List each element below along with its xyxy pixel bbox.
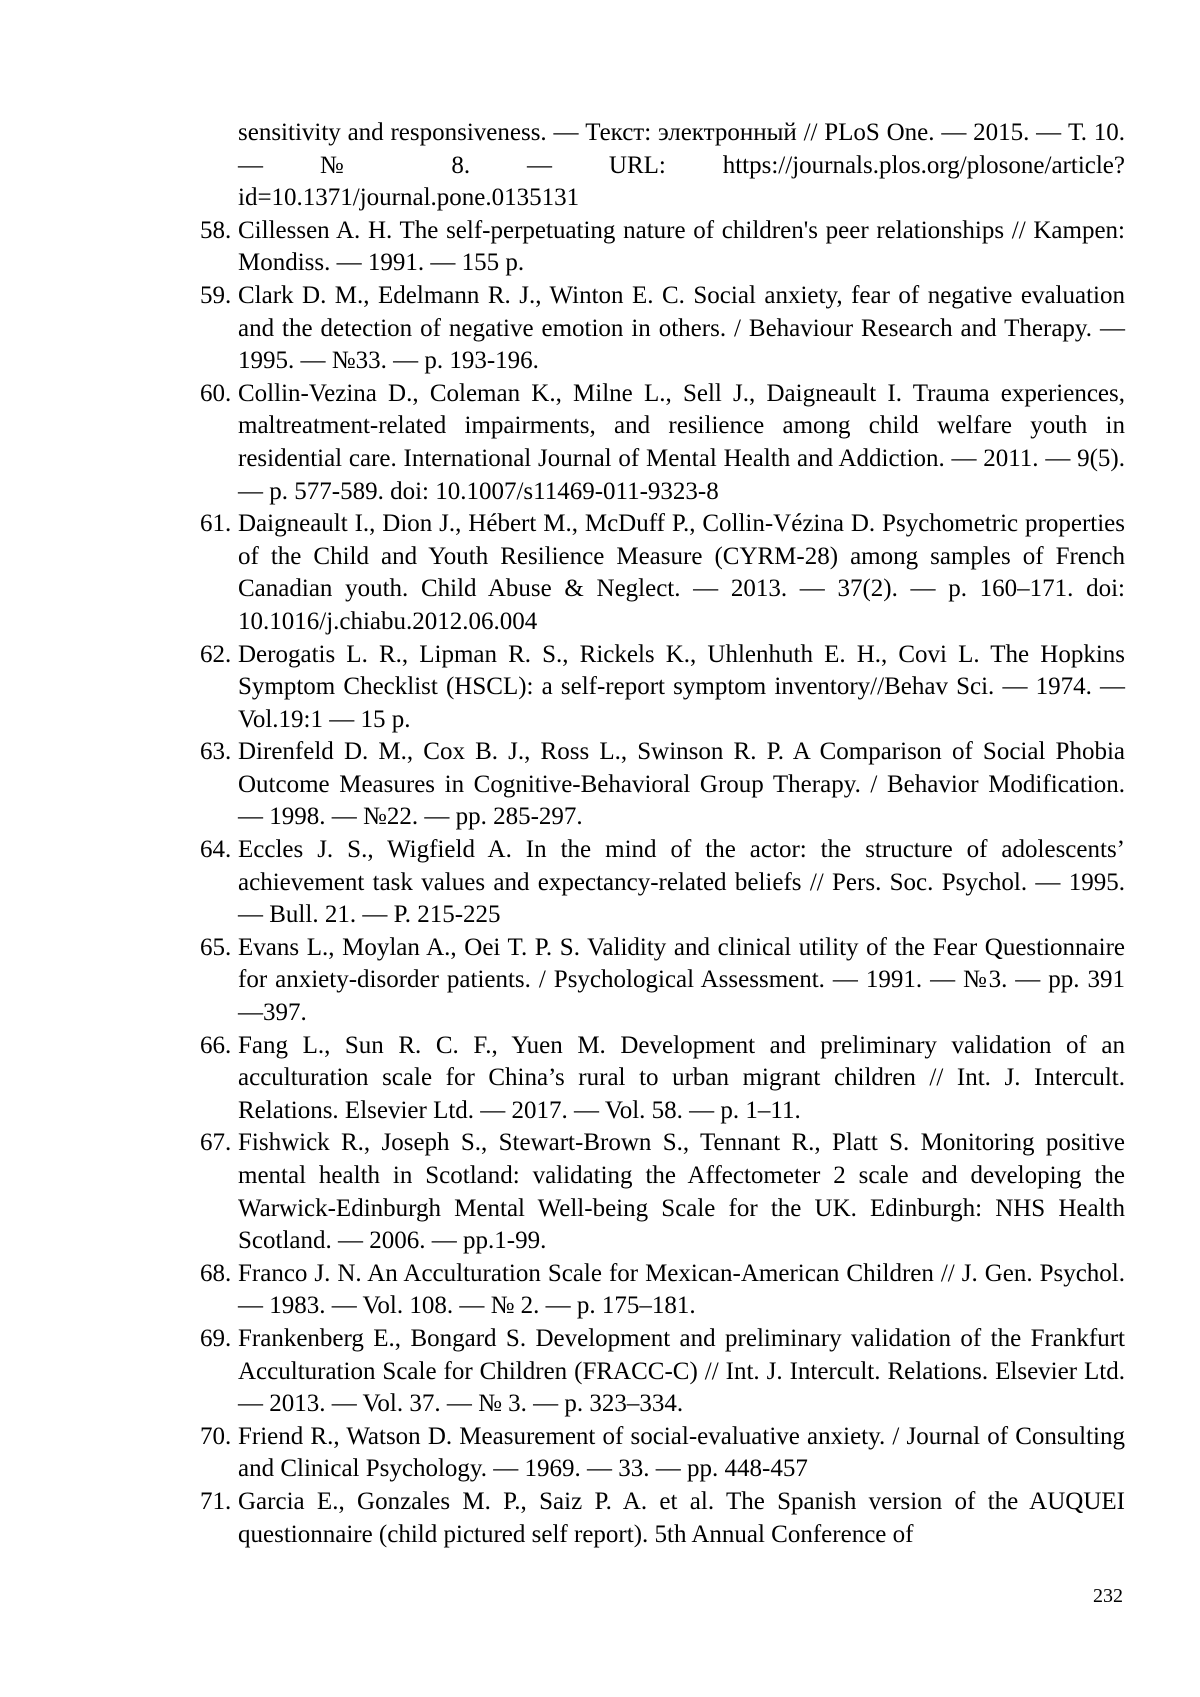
reference-text: Derogatis L. R., Lipman R. S., Rickels K., Uhlenhuth E. H., Covi L. The Hopkins Symptom Checklist (HSCL): a self-report symptom inventory//Behav Sci. — 1974. — Vol.19:1 — 15 p.	[238, 640, 1125, 733]
reference-text: Franco J. N. An Acculturation Scale for Mexican-American Children // J. Gen. Psychol. — 1983. — Vol. 108. — № 2. — p. 175–181.	[238, 1259, 1125, 1320]
reference-text: Evans L., Moylan A., Oei T. P. S. Validity and clinical utility of the Fear Questionnaire for anxiety-disorder patients. / Psychological Assessment. — 1991. — №3. — pp. 391—397.	[238, 933, 1125, 1027]
reference-item-62	[200, 639, 1125, 737]
reference-number: 70.	[200, 1422, 232, 1450]
reference-text: Eccles J. S., Wigfield A. In the mind of the actor: the structure of adolescents’ achievement task values and expectancy-related beliefs // Pers. Soc. Psychol. — 1995. — Bull. 21. — P. 215-225	[238, 836, 1125, 929]
reference-number: 67.	[200, 1129, 232, 1157]
reference-number: 69.	[200, 1324, 232, 1352]
reference-number: 64.	[200, 836, 232, 864]
reference-text: Direnfeld D. M., Cox B. J., Ross L., Swinson R. P. A Comparison of Social Phobia Outcome Measures in Cognitive-Behavioral Group Therapy. / Behavior Modification. — 1998. — №22. — pp. 285-297.	[238, 738, 1125, 831]
reference-item-67	[200, 1127, 1125, 1257]
reference-text: Fang L., Sun R. C. F., Yuen M. Development and preliminary validation of an acculturation scale for China’s rural to urban migrant children // Int. J. Intercult. Relations. Elsevier Ltd. — 2017. — Vol. 58. — p. 1–11.	[238, 1031, 1125, 1124]
reference-item-58	[200, 215, 1125, 280]
reference-item-69	[200, 1323, 1125, 1421]
reference-text: Frankenberg E., Bongard S. Development and preliminary validation of the Frankfurt Acculturation Scale for Children (FRACC-C) // Int. J. Intercult. Relations. Elsevier Ltd. — 2013. — Vol. 37. — № 3. — p. 323–334.	[238, 1324, 1125, 1418]
reference-number: 66.	[200, 1031, 232, 1059]
reference-item-61	[200, 508, 1125, 638]
reference-number: 60.	[200, 379, 232, 407]
reference-item-71	[200, 1486, 1125, 1551]
reference-number: 68.	[200, 1259, 232, 1287]
reference-number: 71.	[200, 1487, 232, 1515]
reference-number: 61.	[200, 510, 232, 538]
reference-text: Friend R., Watson D. Measurement of social-evaluative anxiety. / Journal of Consulting and Clinical Psychology. — 1969. — 33. — pp. 448-457	[238, 1422, 1125, 1483]
reference-number: 58.	[200, 216, 232, 244]
reference-number: 63.	[200, 738, 232, 766]
reference-item-65	[200, 932, 1125, 1030]
reference-item-68	[200, 1258, 1125, 1323]
reference-item-66	[200, 1030, 1125, 1128]
reference-number: 62.	[200, 640, 232, 668]
reference-text: Fishwick R., Joseph S., Stewart-Brown S., Tennant R., Platt S. Monitoring positive mental health in Scotland: validating the Affectometer 2 scale and developing the Warwick-Edinburgh Mental Well-being Scale for the UK. Edinburgh: NHS Health Scotland. — 2006. — pp.1-99.	[238, 1129, 1125, 1255]
reference-text: Collin-Vezina D., Coleman K., Milne L., Sell J., Daigneault I. Trauma experiences, maltreatment-related impairments, and resilience among child welfare youth in residential care. International Journal of Mental Health and Addiction. — 2011. — 9(5). — p. 577-589. doi: 10.1007/s11469-011-9323-8	[238, 379, 1125, 505]
reference-text: Cillessen A. H. The self-perpetuating nature of children's peer relationships // Kampen: Mondiss. — 1991. — 155 p.	[238, 216, 1125, 277]
reference-text: Garcia E., Gonzales M. P., Saiz P. A. et al. The Spanish version of the AUQUEI questionnaire (child pictured self report). 5th Annual Conference of	[238, 1487, 1125, 1548]
reference-item-59	[200, 280, 1125, 378]
reference-item-70	[200, 1421, 1125, 1486]
reference-number: 65.	[200, 933, 232, 961]
reference-continuation: sensitivity and responsiveness. — Текст: электронный // PLoS One. — 2015. — Т. 10. — № 8. — URL: https://journals.plos.org/plosone/article?id=10.1371/journal.pone.0135131	[238, 119, 1125, 212]
reference-text: Clark D. M., Edelmann R. J., Winton E. C. Social anxiety, fear of negative evaluation and the detection of negative emotion in others. / Behaviour Research and Therapy. — 1995. — №33. — p. 193-196.	[238, 281, 1125, 375]
reference-item-64	[200, 834, 1125, 932]
reference-text: Daigneault I., Dion J., Hébert M., McDuff P., Collin-Vézina D. Psychometric properties of the Child and Youth Resilience Measure (CYRM-28) among samples of French Canadian youth. Child Abuse & Neglect. — 2013. — 37(2). — p. 160–171. doi: 10.1016/j.chiabu.2012.06.004	[238, 510, 1125, 635]
reference-item-63	[200, 736, 1125, 834]
reference-number: 59.	[200, 281, 232, 309]
reference-item-60	[200, 378, 1125, 508]
reference-list	[200, 117, 1125, 1551]
page-number: 232	[1093, 1585, 1123, 1607]
